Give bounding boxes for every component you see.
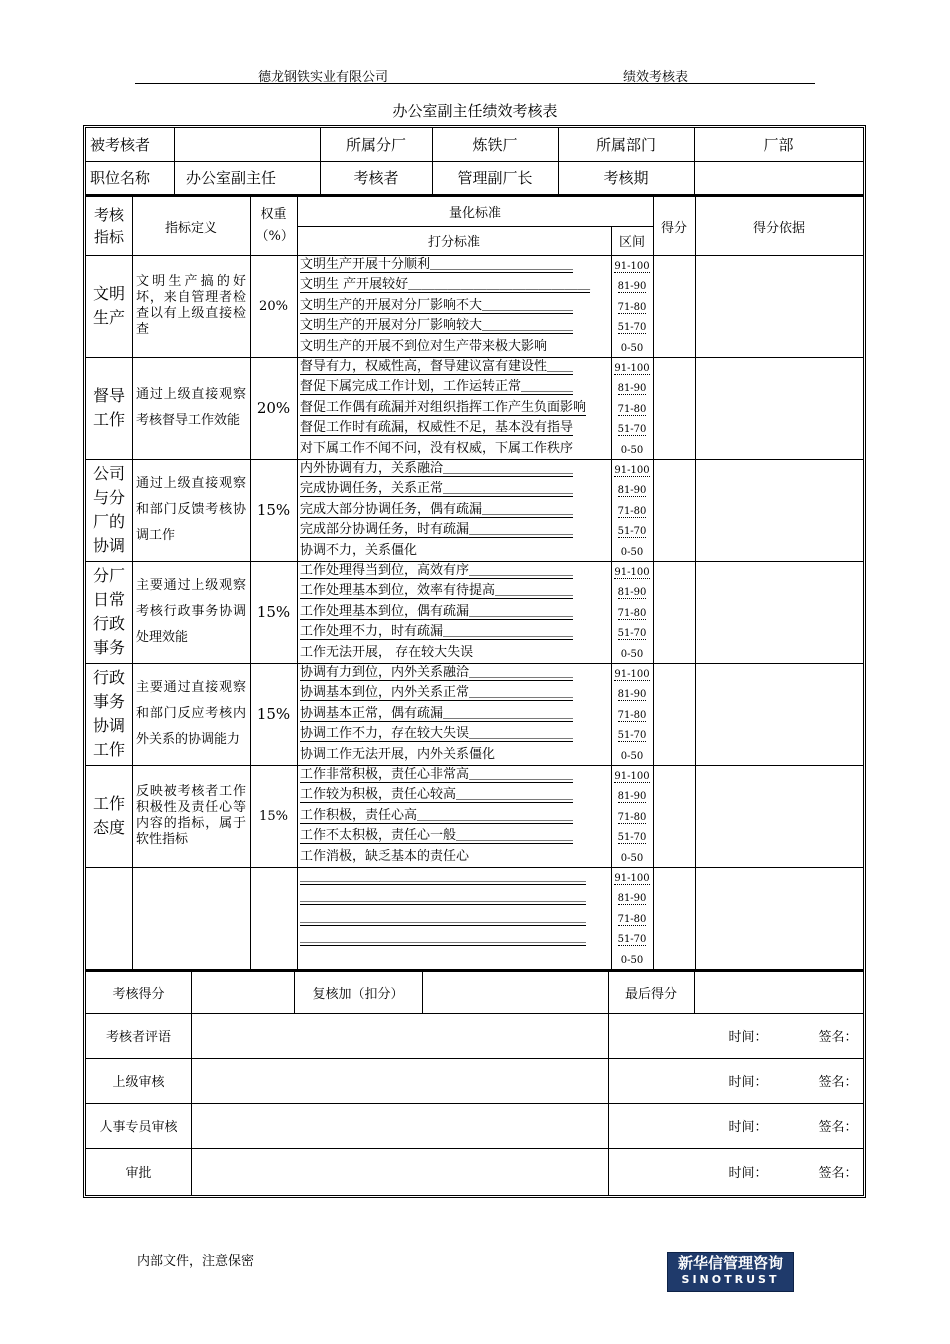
score-range: 91-100 <box>614 771 650 782</box>
score-range: 81-90 <box>617 383 647 395</box>
scoring-criterion: 督促工作时有疏漏，权威性不足，基本没有指导 <box>300 420 574 436</box>
scoring-criterion: 协调基本正常，偶有疏漏＿＿＿＿＿＿＿＿＿＿ <box>300 705 574 721</box>
indicator-basis[interactable] <box>695 663 863 765</box>
examinee-label: 被考核者 <box>90 136 151 154</box>
scoring-criterion: ＿＿＿＿＿＿＿＿＿＿＿＿＿＿＿＿＿＿＿＿＿＿ <box>300 869 587 884</box>
score-range: 51-70 <box>617 424 647 436</box>
final-score-label: 最后得分 <box>624 987 677 1002</box>
score-range: 0-50 <box>620 342 644 354</box>
scoring-criterion: 完成协调任务，关系正常＿＿＿＿＿＿＿＿＿＿ <box>300 481 574 497</box>
score-range: 0-50 <box>620 648 644 660</box>
approval-time[interactable]: 时间： <box>728 1075 768 1090</box>
branch-label: 所属分厂 <box>345 136 406 154</box>
score-range: 0-50 <box>620 546 644 558</box>
score-range: 71-80 <box>617 403 647 415</box>
score-range: 71-80 <box>617 913 647 925</box>
header-rule <box>135 83 815 84</box>
branch-value[interactable]: 炼铁厂 <box>472 136 518 154</box>
indicator-score[interactable] <box>653 561 695 663</box>
score-range: 0-50 <box>620 750 644 762</box>
final-score-value[interactable] <box>694 972 863 1013</box>
indicator-name: 分厂日常行政事务 <box>92 566 125 657</box>
scoring-criterion: 完成部分协调任务，时有疏漏＿＿＿＿＿＿＿＿ <box>300 522 574 538</box>
approval-signature[interactable]: 签名： <box>818 1075 858 1090</box>
indicator-basis[interactable] <box>695 255 863 357</box>
approval-signature[interactable]: 签名： <box>818 1120 858 1135</box>
score-range: 81-90 <box>617 893 647 905</box>
indicator-definition <box>132 867 250 969</box>
scoring-criterion: 文明生 产开展较好＿＿＿＿＿＿＿＿＿＿＿＿＿＿ <box>300 277 591 293</box>
approval-label: 人事专员审核 <box>99 1120 178 1135</box>
scoring-criterion: 工作无法开展， 存在较大失误 <box>300 644 474 660</box>
scoring-criterion: ＿＿＿＿＿＿＿＿＿＿＿＿＿＿＿＿＿＿＿＿＿＿ <box>300 909 587 925</box>
indicator-basis[interactable] <box>695 561 863 663</box>
score-range: 81-90 <box>617 689 647 701</box>
indicator-definition: 通过上级直接观察和部门反馈考核协调工作 <box>136 476 246 543</box>
scoring-criterion: ＿＿＿＿＿＿＿＿＿＿＿＿＿＿＿＿＿＿＿＿＿＿ <box>300 889 587 905</box>
scoring-criterion: 工作非常积极，责任心非常高＿＿＿＿＿＿＿＿ <box>300 767 574 782</box>
score-range: 51-70 <box>617 322 647 334</box>
score-range: 0-50 <box>620 852 644 864</box>
indicator-name: 工作态度 <box>92 794 125 837</box>
period-label: 考核期 <box>603 169 649 187</box>
scoring-criterion: 协调不力，关系僵化 <box>300 542 418 558</box>
examiner-label: 考核者 <box>353 169 399 187</box>
indicator-score[interactable] <box>653 663 695 765</box>
indicator-score[interactable] <box>653 867 695 969</box>
footer-note: 内部文件，注意保密 <box>137 1254 255 1269</box>
scoring-criterion: 协调有力到位，内外关系融洽＿＿＿＿＿＿＿＿ <box>300 665 574 680</box>
indicator-definition: 文明生产搞的好坏，来自管理者检查以有上级直接检查 <box>136 274 246 337</box>
scoring-criterion: ＿＿＿＿＿＿＿＿＿＿＿＿＿＿＿＿＿＿＿＿＿＿ <box>300 930 587 946</box>
scoring-criterion: 文明生产的开展对分厂影响较大＿＿＿＿＿＿＿ <box>300 318 574 334</box>
approval-label: 上级审核 <box>112 1075 165 1090</box>
indicator-score[interactable] <box>653 357 695 459</box>
scoring-criterion: 协调工作不力，存在较大失误＿＿＿＿＿＿＿＿ <box>300 726 574 742</box>
indicator-weight: 15% <box>256 603 291 621</box>
approval-comment[interactable] <box>191 1013 608 1058</box>
position-label: 职位名称 <box>90 169 151 187</box>
scoring-criterion: 文明生产的开展不到位对生产带来极大影响 <box>300 338 548 354</box>
scoring-criterion: 督促下属完成工作计划，工作运转正常＿＿＿＿ <box>300 379 574 395</box>
indicator-weight <box>250 867 297 969</box>
approval-comment[interactable] <box>191 1103 608 1148</box>
indicator-name: 文明生产 <box>92 284 125 327</box>
score-range: 71-80 <box>617 301 647 313</box>
sinotrust-logo: 新华信管理咨询 SINOTRUST <box>667 1252 794 1292</box>
approval-signature[interactable]: 签名： <box>818 1030 858 1045</box>
col-weight: 权重（%） <box>255 207 294 244</box>
indicator-basis[interactable] <box>695 459 863 561</box>
score-range: 71-80 <box>617 505 647 517</box>
scoring-criterion: 完成大部分协调任务，偶有疏漏＿＿＿＿＿＿＿ <box>300 501 574 517</box>
dept-label: 所属部门 <box>595 136 656 154</box>
indicator-name: 督导工作 <box>92 386 125 429</box>
approval-time[interactable]: 时间： <box>728 1166 768 1181</box>
period-value[interactable] <box>694 161 863 194</box>
col-scoring: 打分标准 <box>427 235 480 250</box>
approval-signature[interactable]: 签名： <box>818 1166 858 1181</box>
col-definition: 指标定义 <box>164 220 217 236</box>
scoring-criterion: 工作处理得当到位，高效有序＿＿＿＿＿＿＿＿ <box>300 563 574 578</box>
scoring-criterion: 内外协调有力，关系融洽＿＿＿＿＿＿＿＿＿＿ <box>300 461 574 476</box>
scoring-criterion: 督导有力，权威性高，督导建议富有建设性＿＿ <box>300 359 574 374</box>
indicator-basis[interactable] <box>695 357 863 459</box>
score-range: 81-90 <box>617 281 647 293</box>
indicator-definition: 通过上级直接观察考核督导工作效能 <box>136 387 246 428</box>
approval-time[interactable]: 时间： <box>728 1120 768 1135</box>
scoring-criterion: 工作积极，责任心高＿＿＿＿＿＿＿＿＿＿＿＿ <box>300 807 574 823</box>
scoring-criterion: 工作处理基本到位，偶有疏漏＿＿＿＿＿＿＿＿ <box>300 603 574 619</box>
col-range: 区间 <box>618 235 645 250</box>
score-range: 51-70 <box>617 628 647 640</box>
scoring-criterion: 工作处理基本到位，效率有待提高＿＿＿＿＿＿ <box>300 583 574 599</box>
total-score-value[interactable] <box>191 972 294 1013</box>
indicator-name: 行政事务协调工作 <box>92 668 125 759</box>
header-company: 德龙钢铁实业有限公司 <box>258 70 389 85</box>
score-range: 81-90 <box>617 485 647 497</box>
indicator-weight: 20% <box>259 298 288 314</box>
indicator-definition: 主要通过上级观察考核行政事务协调处理效能 <box>136 578 246 645</box>
total-score-label: 考核得分 <box>112 987 165 1002</box>
scoring-criterion: 协调基本到位，内外关系正常＿＿＿＿＿＿＿＿ <box>300 685 574 701</box>
indicator-definition: 反映被考核者工作积极性及责任心等内容的指标，属于软性指标 <box>136 784 246 847</box>
examinee-value[interactable] <box>174 128 320 161</box>
scoring-criterion: 督促工作偶有疏漏并对组织指挥工作产生负面影响 <box>300 399 587 415</box>
indicator-weight: 15% <box>256 501 291 519</box>
score-range: 81-90 <box>617 587 647 599</box>
scoring-criterion: 协调工作无法开展，内外关系僵化 <box>300 746 496 762</box>
score-range: 0-50 <box>620 954 644 966</box>
score-range: 91-100 <box>614 669 650 680</box>
scoring-criterion: 文明生产的开展对分厂影响不大＿＿＿＿＿＿＿ <box>300 297 574 313</box>
col-basis: 得分依据 <box>752 220 805 236</box>
scoring-criterion: 工作处理不力，时有疏漏＿＿＿＿＿＿＿＿＿＿ <box>300 624 574 640</box>
indicator-definition: 主要通过直接观察和部门反应考核内外关系的协调能力 <box>136 680 246 747</box>
indicator-name <box>86 867 132 969</box>
score-range: 91-100 <box>614 465 650 476</box>
col-indicator: 考核指标 <box>93 206 124 246</box>
score-range: 91-100 <box>614 261 650 272</box>
score-range: 91-100 <box>614 363 650 374</box>
approval-label: 考核者评语 <box>105 1030 171 1045</box>
scoring-criterion: 工作不太积极，责任心一般＿＿＿＿＿＿＿＿＿ <box>300 828 574 844</box>
examiner-value[interactable]: 管理副厂长 <box>457 169 533 187</box>
scoring-criterion: 文明生产开展十分顺利＿＿＿＿＿＿＿＿＿＿＿ <box>300 257 574 272</box>
indicator-name: 公司与分厂的协调 <box>92 464 125 555</box>
approval-comment[interactable] <box>191 1148 608 1195</box>
indicator-score[interactable] <box>653 765 695 867</box>
review-adjust-label: 复核加（扣分） <box>312 987 404 1002</box>
score-range: 91-100 <box>614 873 650 884</box>
position-value[interactable]: 办公室副主任 <box>186 169 277 187</box>
indicator-weight: 15% <box>256 705 291 723</box>
approval-comment[interactable] <box>191 1058 608 1103</box>
score-range: 51-70 <box>617 730 647 742</box>
header-doc-type: 绩效考核表 <box>623 70 689 85</box>
score-range: 0-50 <box>620 444 644 456</box>
score-range: 51-70 <box>617 832 647 844</box>
indicator-weight: 15% <box>259 808 288 824</box>
score-range: 71-80 <box>617 811 647 823</box>
page-title: 办公室副主任绩效考核表 <box>392 102 558 120</box>
indicator-weight: 20% <box>256 399 291 417</box>
score-range: 91-100 <box>614 567 650 578</box>
evaluation-table <box>83 125 866 1198</box>
score-range: 71-80 <box>617 709 647 721</box>
score-range: 71-80 <box>617 607 647 619</box>
col-score: 得分 <box>660 220 687 236</box>
approval-label: 审批 <box>125 1166 152 1181</box>
scoring-criterion: 工作消极，缺乏基本的责任心 <box>300 848 470 864</box>
dept-value[interactable]: 厂部 <box>763 136 794 154</box>
indicator-score[interactable] <box>653 459 695 561</box>
indicator-basis[interactable] <box>695 765 863 867</box>
score-range: 51-70 <box>617 934 647 946</box>
col-quant: 量化标准 <box>448 206 501 221</box>
indicator-score[interactable] <box>653 255 695 357</box>
scoring-criterion: 工作较为积极，责任心较高＿＿＿＿＿＿＿＿＿ <box>300 787 574 803</box>
scoring-criterion: 对下属工作不闻不问，没有权威，下属工作秩序 <box>300 440 574 456</box>
score-range: 51-70 <box>617 526 647 538</box>
indicator-basis[interactable] <box>695 867 863 969</box>
approval-time[interactable]: 时间： <box>728 1030 768 1045</box>
score-range: 81-90 <box>617 791 647 803</box>
review-adjust-value[interactable] <box>422 972 608 1013</box>
